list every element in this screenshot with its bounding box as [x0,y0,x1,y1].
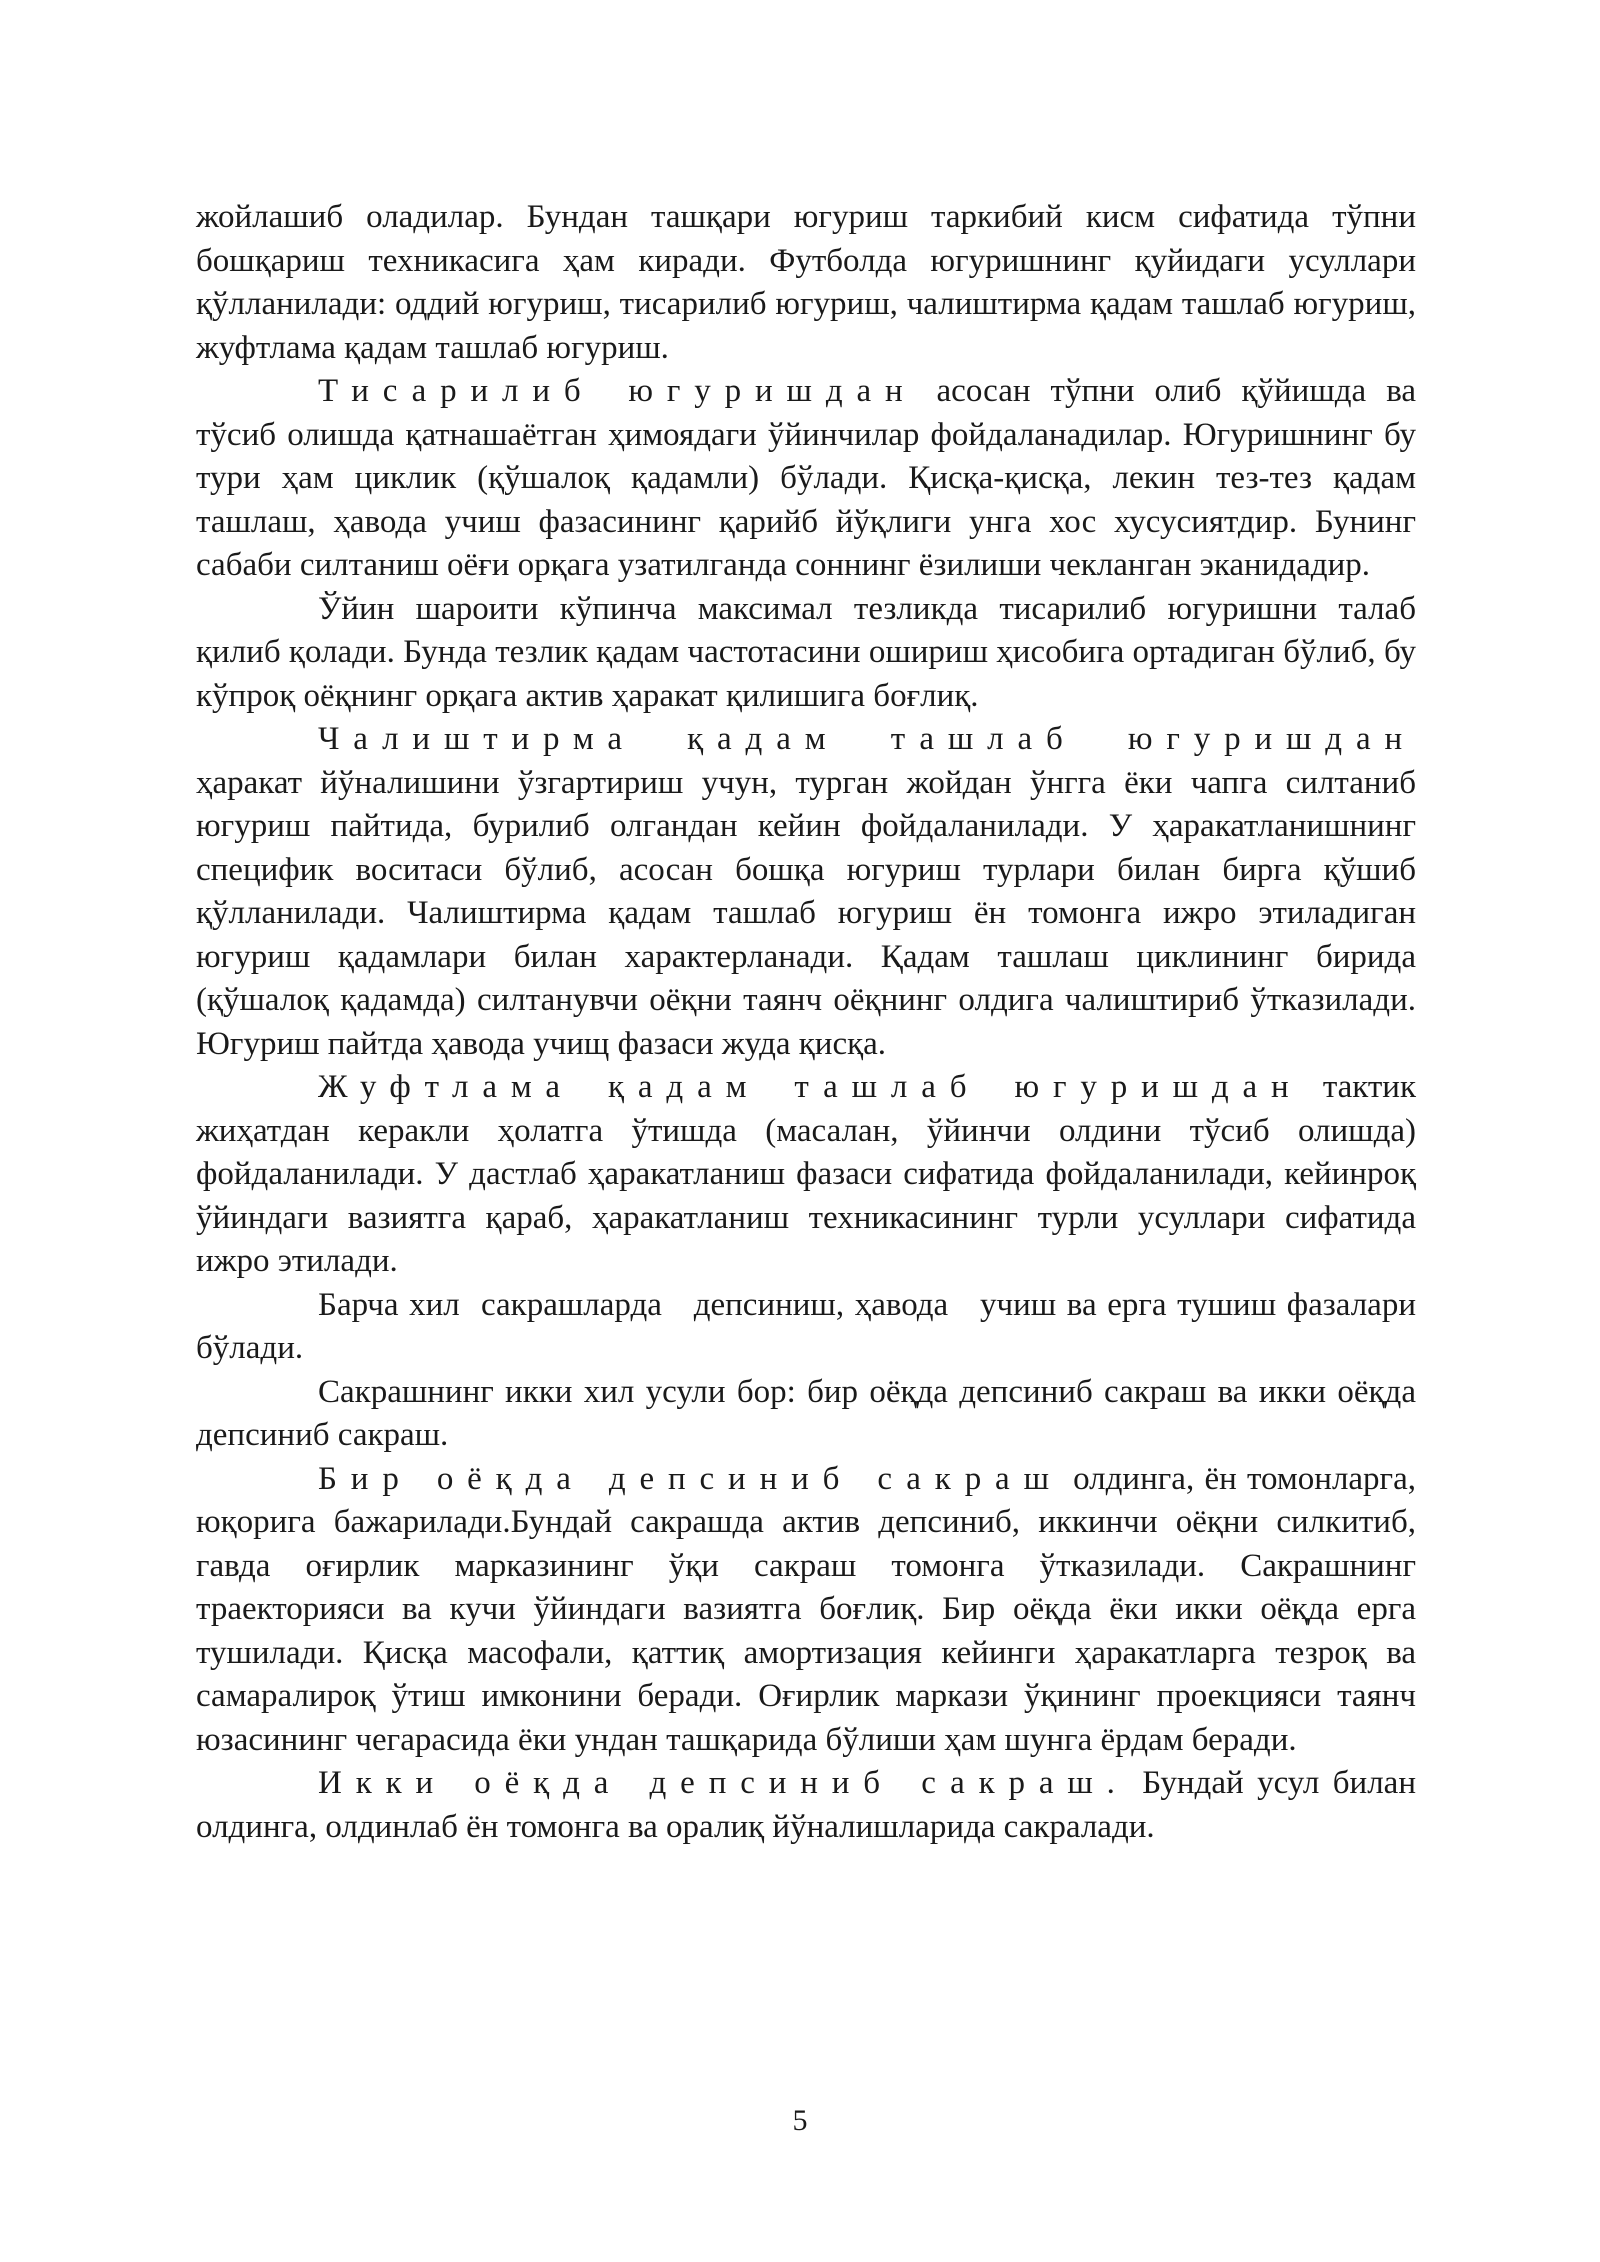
paragraph-5-text: тактик жиҳатдан керакли ҳолатга ўтишда (масалан, ўйинчи олдини тўсиб олишда) фойдаланилади. У дастлаб ҳаракатланиш фазаси сифатида фойдаланилади, кейинроқ ўйиндаги вазиятга қараб, ҳаракатланиш техникасининг турли усуллари сифатида ижро этилади. [196,1069,1417,1279]
paragraph-7 [196,1371,1416,1458]
paragraph-3 [196,588,1416,719]
paragraph-6-text: Барча хил сакрашларда депсиниш, ҳавода учиш ва ерга тушиш фазалари бўлади. [196,1286,1425,1366]
paragraph-2 [196,370,1416,588]
paragraph-2-text: асосан тўпни олиб қўйишда ва тўсиб олишда қатнашаётган ҳимоядаги ўйинчилар фойдаланадилар. Югуришнинг бу тури ҳам циклик (қўшалоқ қадамли) бўлади. Қисқа-қисқа, лекин тез-тез қадам ташлаш, ҳавода учиш фазасининг қарийб йўқлиги унга хос хусусиятдир. Бунинг сабаби силтаниш оёғи орқага узатилганда соннинг ёзилиши чекланган эканидадир. [196,373,1416,583]
paragraph-9 [196,1762,1416,1849]
paragraph-7-text: Сакрашнинг икки хил усули бор: бир оёқда депсиниб сакраш ва икки оёқда депсиниб сакраш. [196,1373,1416,1453]
term-juftlama-qadam: Жуфтлама қадам ташлаб югуришдан [318,1069,1303,1105]
paragraph-3-text: Ўйин шароити кўпинча максимал тезликда тисарилиб югуришни талаб қилиб қолади. Бунда тезлик қадам частотасини ошириш ҳисобига ортадиган бўлиб, бу кўпроқ оёқнинг орқага актив ҳаракат қилишига боғлиқ. [196,590,1416,714]
paragraph-5 [196,1066,1416,1284]
paragraph-4 [196,718,1416,1066]
term-tisarilib-yugurish: Тисарилиб югуришдан [318,373,917,409]
page-number: 5 [792,2104,808,2137]
paragraph-4-text: ҳаракат йўналишини ўзгартириш учун, турган жойдан ўнгга ёки чапга силтаниб югуриш пайтида, бурилиб олгандан кейин фойдаланилади. У ҳаракатланишнинг специфик воситаси бўлиб, асосан бошқа югуриш турлари билан бирга қўшиб қўлланилади. Чалиштирма қадам ташлаб югуриш ён томонга ижро этиладиган югуриш қадамлари билан характерланади. Қадам ташлаш циклининг бирида (қўшалоқ қадамда) силтанувчи оёқни таянч оёқнинг олдига чалиштириб ўтказилади. Югуриш пайтда ҳавода учищ фазаси жуда қисқа. [196,764,1416,1062]
paragraph-1-text: жойлашиб оладилар. Бундан ташқари югуриш таркибий кисм сифатида тўпни бошқариш техникасига ҳам киради. Футболда югуришнинг қуйидаги усуллари қўлланилади: оддий югуриш, тисарилиб югуриш, чалиштирма қадам ташлаб югуриш, жуфтлама қадам ташлаб югуриш. [196,199,1416,366]
paragraph-6 [196,1284,1425,1371]
paragraph-8 [196,1458,1416,1763]
paragraph-1 [196,196,1416,370]
paragraph-8-text: олдинга, ён томонларга, юқорига бажарилади.Бундай сакрашда актив депсиниб, иккинчи оёқни силкитиб, гавда оғирлик марказининг ўқи сакраш томонга ўтказилади. Сакрашнинг траекторияси ва кучи ўйиндаги вазиятга боғлиқ. Бир оёқда ёки икки оёқда ерга тушилади. Қисқа масофали, қаттиқ амортизация кейинги ҳаракатларга тезроқ ва самаралироқ ўтиш имконини беради. Оғирлик маркази ўқининг проекцияси таянч юзасининг чегарасида ёки ундан ташқарида бўлиши ҳам шунга ёрдам беради. [196,1460,1416,1758]
term-bir-oyoqda-depsinib: Бир оёқда депсиниб сакраш [318,1460,1063,1497]
term-ikki-oyoqda-depsinib: Икки оёқда депсиниб сакраш. [318,1765,1129,1801]
term-chalishtirma-qadam: Чалиштирма қадам ташлаб югуришдан [318,721,1416,757]
document-body [196,196,1425,1849]
paragraph-9-text: Бундай усул билан олдинга, олдинлаб ён томонга ва оралиқ йўналишларида сакралади. [196,1765,1416,1845]
